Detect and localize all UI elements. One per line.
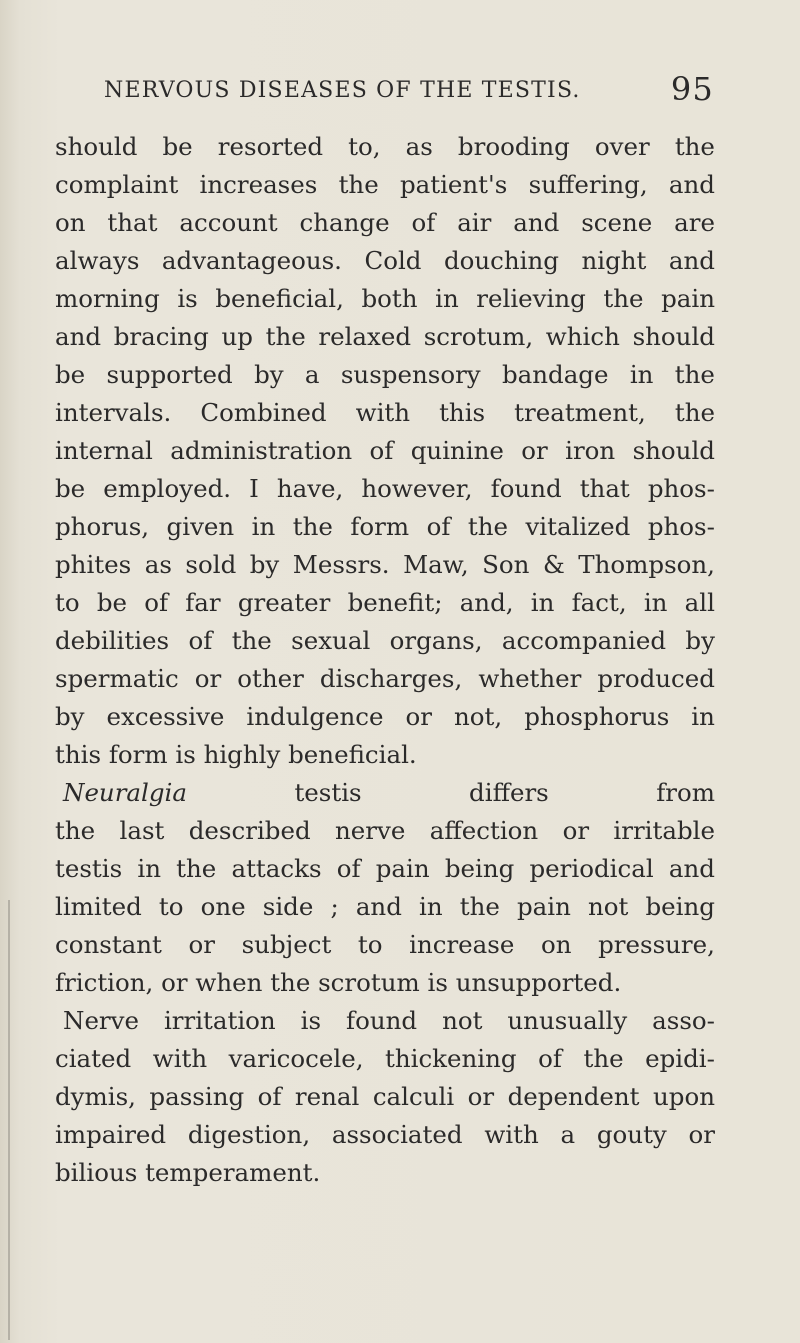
text-line: phorus, given in the form of the vitalized phos-	[55, 512, 715, 541]
text-line: dymis, passing of renal calculi or dependent upon	[55, 1082, 715, 1111]
text-line: complaint increases the patient's suffering, and	[55, 170, 715, 199]
text-line: impaired digestion, associated with a gouty or	[55, 1120, 715, 1149]
text-line: this form is highly beneficial.	[55, 740, 417, 769]
text-line: be supported by a suspensory bandage in the	[55, 360, 715, 389]
text-line: testis in the attacks of pain being periodical and	[55, 854, 715, 883]
text-line: debilities of the sexual organs, accompanied by	[55, 626, 715, 655]
text-line: morning is beneficial, both in relieving the pain	[55, 284, 715, 313]
text-line: and bracing up the relaxed scrotum, which should	[55, 322, 715, 351]
text-line: Nerve irritation is found not unusually asso-	[63, 1006, 715, 1035]
text-line: bilious temperament.	[55, 1158, 321, 1187]
text-line: friction, or when the scrotum is unsupported.	[55, 968, 622, 997]
page-header	[104, 70, 714, 110]
text-line: phites as sold by Messrs. Maw, Son & Thompson,	[55, 550, 715, 579]
text-line: intervals. Combined with this treatment, the	[55, 398, 715, 427]
text-line: should be resorted to, as brooding over the	[55, 132, 715, 161]
text-line: always advantageous. Cold douching night and	[55, 246, 715, 275]
running-title: NERVOUS DISEASES OF THE TESTIS.	[104, 78, 581, 103]
text-line: ciated with varicocele, thickening of the epidi-	[55, 1044, 715, 1073]
page-number: 95	[670, 70, 714, 108]
section-heading: Neuralgia	[63, 778, 187, 807]
section-first-line: Neuralgia testis differs from	[63, 778, 715, 807]
body-text	[55, 128, 715, 1192]
text-line: internal administration of quinine or iron should	[55, 436, 715, 465]
text-line: constant or subject to increase on pressure,	[55, 930, 715, 959]
text-line: the last described nerve affection or irritable	[55, 816, 715, 845]
text-line: to be of far greater benefit; and, in fact, in all	[55, 588, 715, 617]
text-line: spermatic or other discharges, whether produced	[55, 664, 715, 693]
binding-edge	[8, 900, 10, 1340]
text-line: be employed. I have, however, found that phos-	[55, 474, 715, 503]
text-line: on that account change of air and scene are	[55, 208, 715, 237]
text-line: limited to one side ; and in the pain not being	[55, 892, 715, 921]
text-line: by excessive indulgence or not, phosphorus in	[55, 702, 715, 731]
